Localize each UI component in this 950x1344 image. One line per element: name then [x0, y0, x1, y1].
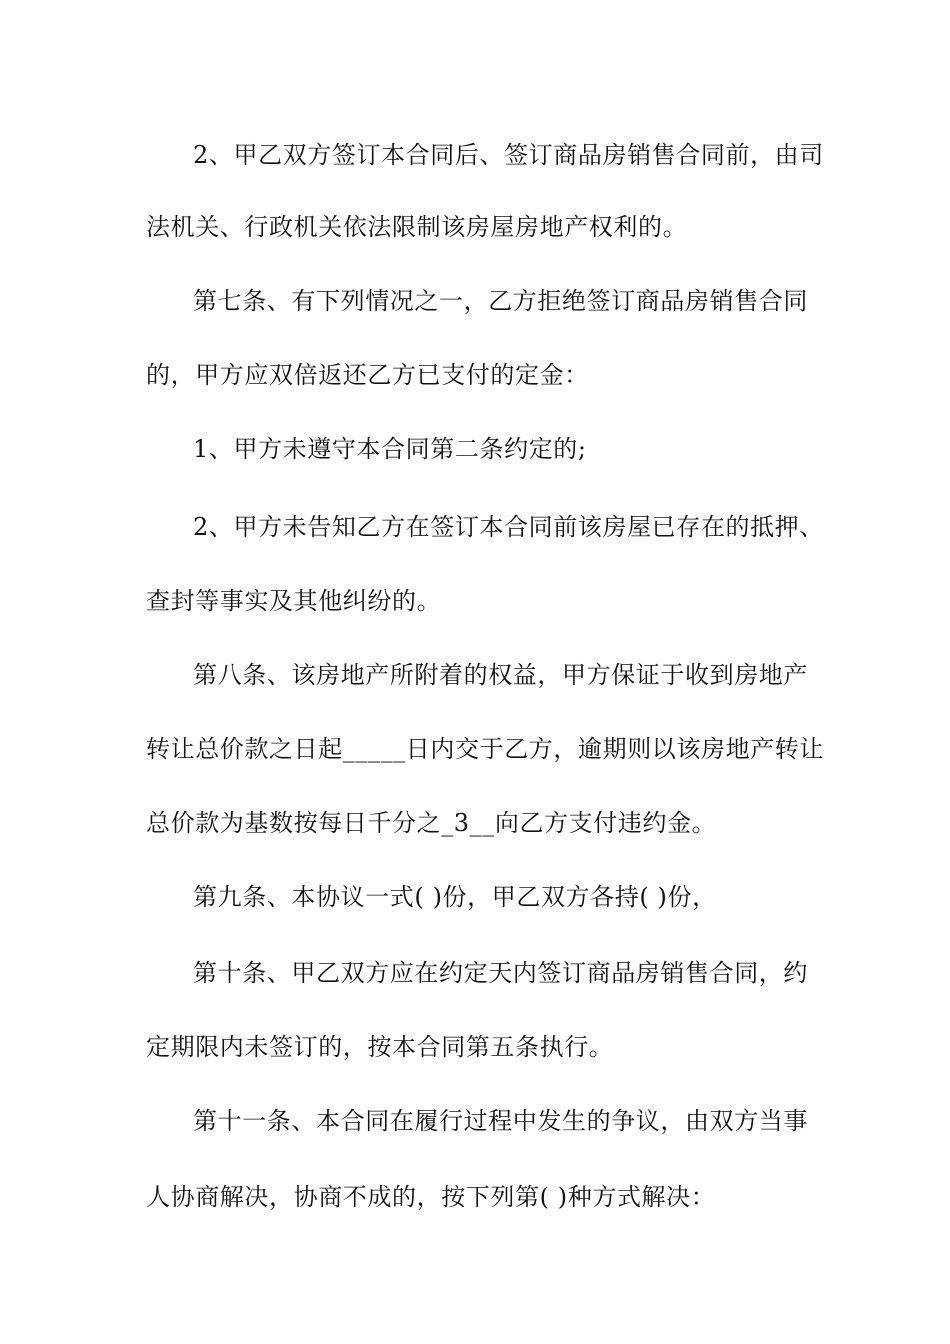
paragraph-line: 第七条、有下列情况之一，乙方拒绝签订商品房销售合同 — [193, 287, 808, 315]
paragraph-line: 2、甲方未告知乙方在签订本合同前该房屋已存在的抵押、 — [193, 513, 824, 541]
paragraph-line: 定期限内未签订的，按本合同第五条执行。 — [146, 1033, 614, 1061]
paragraph-line: 第十一条、本合同在履行过程中发生的争议，由双方当事 — [193, 1107, 808, 1135]
paragraph-line: 总价款为基数按每日千分之_3__向乙方支付违约金。 — [146, 809, 717, 837]
paragraph-line: 的，甲方应双倍返还乙方已支付的定金： — [146, 361, 589, 389]
paragraph-line: 1、甲方未遵守本合同第二条约定的; — [193, 435, 587, 463]
paragraph-line: 法机关、行政机关依法限制该房屋房地产权利的。 — [146, 213, 688, 241]
paragraph-line: 转让总价款之日起_____日内交于乙方，逾期则以该房地产转让 — [146, 735, 824, 763]
paragraph-line: 第十条、甲乙双方应在约定天内签订商品房销售合同，约 — [193, 959, 808, 987]
paragraph-line: 2、甲乙双方签订本合同后、签订商品房销售合同前，由司 — [193, 141, 824, 169]
paragraph-line: 人协商解决，协商不成的，按下列第( )种方式解决： — [146, 1183, 716, 1211]
paragraph-line: 第八条、该房地产所附着的权益，甲方保证于收到房地产 — [193, 661, 808, 689]
paragraph-line: 查封等事实及其他纠纷的。 — [146, 587, 442, 615]
paragraph-line: 第九条、本协议一式( )份，甲乙双方各持( )份， — [193, 883, 717, 911]
